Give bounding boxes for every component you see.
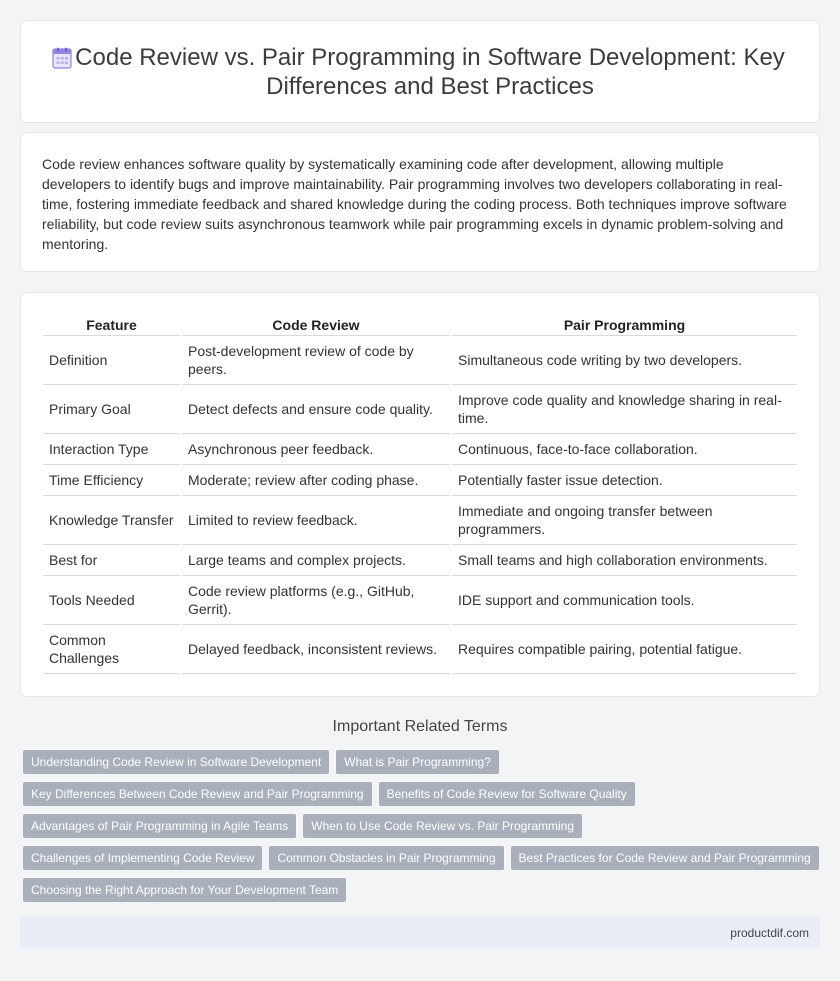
related-term-link[interactable]: Choosing the Right Approach for Your Development Team [23,878,346,902]
related-terms-list [23,750,823,902]
related-terms-heading: Important Related Terms [332,718,508,735]
table-row [43,465,797,496]
table-row [43,336,797,385]
pair-programming-cell: Small teams and high collaboration environments. [452,545,797,576]
table-row [43,625,797,674]
code-review-cell: Moderate; review after coding phase. [182,465,450,496]
column-header-feature: Feature [43,314,180,336]
related-term-link[interactable]: Key Differences Between Code Review and Pair Programming [23,782,372,806]
feature-cell: Tools Needed [43,576,180,625]
intro-card [20,132,820,272]
related-term-link[interactable]: What is Pair Programming? [336,750,499,774]
table-row [43,545,797,576]
footer-site-link[interactable]: productdif.com [730,926,809,940]
related-term-link[interactable]: Benefits of Code Review for Software Quality [379,782,635,806]
pair-programming-cell: Improve code quality and knowledge sharing in real-time. [452,385,797,434]
related-term-link[interactable]: Understanding Code Review in Software Development [23,750,329,774]
feature-cell: Common Challenges [43,625,180,674]
code-review-cell: Detect defects and ensure code quality. [182,385,450,434]
page-title: Code Review vs. Pair Programming in Software Development: Key Differences and Best Practices [75,44,785,100]
footer [20,917,820,949]
code-review-cell: Limited to review feedback. [182,496,450,545]
table-row [43,434,797,465]
related-term-link[interactable]: Challenges of Implementing Code Review [23,846,262,870]
table-row [43,576,797,625]
header-card [20,20,820,123]
code-review-cell: Code review platforms (e.g., GitHub, Gerrit). [182,576,450,625]
feature-cell: Definition [43,336,180,385]
pair-programming-cell: IDE support and communication tools. [452,576,797,625]
feature-cell: Primary Goal [43,385,180,434]
feature-cell: Interaction Type [43,434,180,465]
feature-cell: Time Efficiency [43,465,180,496]
comparison-card [20,292,820,697]
intro-paragraph: Code review enhances software quality by systematically examining code after development, allowing multiple developers to identify bugs and improve maintainability. Pair programming involves two developers collaborating in real-time, fostering immediate feedback and shared knowledge during the coding process. Both techniques improve software reliability, but code review suits asynchronous teamwork while pair programming excels in dynamic problem-solving and mentoring. [42,156,787,252]
related-term-link[interactable]: When to Use Code Review vs. Pair Programming [303,814,582,838]
column-header-code-review: Code Review [182,314,450,336]
pair-programming-cell: Requires compatible pairing, potential fatigue. [452,625,797,674]
feature-cell: Best for [43,545,180,576]
pair-programming-cell: Immediate and ongoing transfer between programmers. [452,496,797,545]
table-row [43,496,797,545]
feature-cell: Knowledge Transfer [43,496,180,545]
related-term-link[interactable]: Common Obstacles in Pair Programming [269,846,503,870]
pair-programming-cell: Continuous, face-to-face collaboration. [452,434,797,465]
pair-programming-cell: Simultaneous code writing by two developers. [452,336,797,385]
table-row [43,385,797,434]
code-review-cell: Asynchronous peer feedback. [182,434,450,465]
table-header-row [43,314,797,336]
code-review-cell: Post-development review of code by peers. [182,336,450,385]
column-header-pair-programming: Pair Programming [452,314,797,336]
related-term-link[interactable]: Advantages of Pair Programming in Agile Teams [23,814,296,838]
related-term-link[interactable]: Best Practices for Code Review and Pair Programming [511,846,819,870]
pair-programming-cell: Potentially faster issue detection. [452,465,797,496]
code-review-cell: Large teams and complex projects. [182,545,450,576]
comparison-table [41,314,799,674]
code-review-cell: Delayed feedback, inconsistent reviews. [182,625,450,674]
